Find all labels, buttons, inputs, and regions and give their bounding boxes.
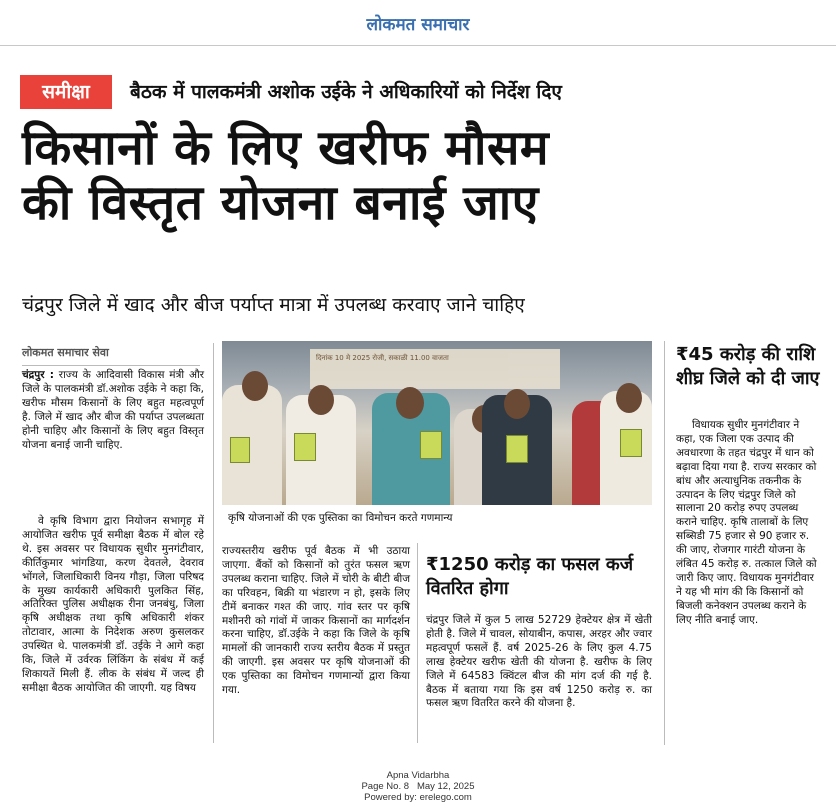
masthead bbox=[0, 0, 836, 46]
event-photo bbox=[222, 341, 652, 505]
kicker-badge: समीक्षा bbox=[20, 75, 112, 109]
column-divider bbox=[664, 341, 665, 745]
person-head bbox=[504, 389, 530, 419]
footer-page-no: Page No. 8 bbox=[361, 781, 410, 792]
headline-line-2: की विस्तृत योजना बनाई जाए bbox=[22, 175, 539, 231]
lead-paragraph bbox=[22, 369, 204, 452]
footer-date: May 12, 2025 bbox=[416, 781, 475, 792]
booklet-image bbox=[294, 433, 316, 461]
sidebar-body bbox=[676, 419, 822, 628]
footer-page-info bbox=[0, 781, 836, 792]
body-paragraph: वे कृषि विभाग द्वारा नियोजन सभागृह में आयोजित खरीफ पूर्व समीक्षा बैठक में बोल रहे थे. इस अवसर पर विधायक सुधीर मुनगंटीवार, कीर्तिकुमार भांगडिया, करण देवतले, देवराव भोंगले, जिलाधिकारी विनय गौड़ा, जिला परिषद के मुख्य कार्यकारी अधिकारी पुलकित सिंह, अतिरिक्त पुलिस अधीक्षक रीना जनबंधु, जिला कृषि अधीक्षक तथा कृषि अधिकारी शंकर तोटावार, आत्मा के निदेशक अरुण कुसलकर उपस्थित थे. पालकमंत्री डॉ. उईके ने आगे कहा कि, जिले में उर्वरक लिंकिंग के संबंध में कई शिकायतें मिली हैं. लीक के संबंध में जल्द ही समीक्षा बैठक आयोजित की जाएगी. यह विषय bbox=[22, 515, 204, 694]
dateline: चंद्रपुर : bbox=[22, 369, 54, 381]
section-heading: ₹1250 करोड़ का फसल कर्ज वितरित होगा bbox=[426, 554, 634, 599]
person-head bbox=[242, 371, 268, 401]
photo-banner: दिनांक 10 मे 2025 रोजी, सकाळी 11.00 वाजता bbox=[310, 349, 560, 389]
body-paragraph: चंद्रपुर जिले में कुल 5 लाख 52729 हेक्टेयर क्षेत्र में खेती होती है. जिले में चावल, सोयाबीन, कपास, अरहर और ज्वार महत्वपूर्ण फसलें हैं. वर्ष 2025-26 के लिए कुल 4.75 लाख हेक्टेयर खरीफ खेती की योजना है. खरीफ के लिए जिले में 64583 क्विंटल बीज की मांग दर्ज की गई है. बैठक में बताया गया कि इस वर्ष 1250 करोड़ रु. का फसल ऋण वितरित करने की योजना है. bbox=[426, 614, 652, 710]
column-divider bbox=[417, 543, 418, 743]
body-paragraph: विधायक सुधीर मुनगंटीवार ने कहा, एक जिला एक उत्पाद की अवधारणा के तहत चंद्रपुर में धान को बढ़ावा दिया गया है. राज्य सरकार को बांध और अत्याधुनिक तकनीक के उत्पादन के लिए चंद्रपुर जिले को सालाना 20 करोड़ रुपए उपलब्ध कराने चाहिए. कृषि तालाबों के लिए सब्सिडी 75 हजार से 90 हजार रु. की जाए, रोजगार गारंटी योजना के लंबित 45 करोड़ रु. तत्काल जिले को जारी किए जाए. विधायक मुनगंटीवार ने यह भी मांग की कि किसानों को बिजली कनेक्शन उपलब्ध कराने के लिए नीति बनाई जाए. bbox=[676, 419, 817, 626]
masthead-title: लोकमत समाचार bbox=[366, 15, 470, 35]
page-footer bbox=[0, 770, 836, 803]
headline-line-1: किसानों के लिए खरीफ मौसम bbox=[22, 120, 550, 176]
booklet-image bbox=[420, 431, 442, 459]
person-head bbox=[396, 387, 424, 419]
subheadline: चंद्रपुर जिले में खाद और बीज पर्याप्त मात्रा में उपलब्ध करवाए जाने चाहिए bbox=[22, 294, 525, 316]
byline: लोकमत समाचार सेवा bbox=[22, 345, 200, 366]
sidebar-heading: ₹45 करोड़ की राशि शीघ्र जिले को दी जाए bbox=[676, 344, 820, 389]
kicker-text: बैठक में पालकमंत्री अशोक उईके ने अधिकारियों को निर्देश दिए bbox=[130, 81, 562, 103]
person-head bbox=[616, 383, 642, 413]
photo-caption: कृषि योजनाओं की एक पुस्तिका का विमोचन करते गणमान्य bbox=[228, 512, 453, 524]
column-divider bbox=[213, 343, 214, 743]
booklet-image bbox=[620, 429, 642, 457]
lead-text: राज्य के आदिवासी विकास मंत्री और जिले के पालकमंत्री डॉ.अशोक उईके ने कहा कि, खरीफ मौसम किसानों के लिए बहुत महत्वपूर्ण है. जिले में खाद और बीज की पर्याप्त उपलब्धता होनी चाहिए और किसानों के लिए बहुत विस्तृत योजना बनाई जानी चाहिए. bbox=[22, 369, 204, 451]
article-column-2 bbox=[222, 545, 410, 698]
article-column-3 bbox=[426, 614, 652, 711]
person-head bbox=[308, 385, 334, 415]
newspaper-page bbox=[0, 47, 836, 765]
body-paragraph: राज्यस्तरीय खरीफ पूर्व बैठक में भी उठाया जाएगा. बैंकों को किसानों को तुरंत फसल ऋण उपलब्ध कराना चाहिए. जिले में चोरी के बीटी बीज का परिवहन, बिक्री या भंडारण न हो, इसके लिए टीमें बनाकर गश्त की जाए. गांव स्तर पर कृषि मशीनरी को गांवों में जाकर किसानों का मार्गदर्शन करना चाहिए, डॉ.उईके ने कहा कि जिले के कृषि मामलों की जानकारी राज्य स्तरीय बैठक में प्रस्तुत की जाएगी. इस अवसर पर कृषि योजनाओं की एक पुस्तिका का विमोचन गणमान्यों द्वारा किया गया. bbox=[222, 545, 410, 697]
booklet-image bbox=[230, 437, 250, 463]
footer-publication: Apna Vidarbha bbox=[386, 770, 450, 781]
article-column-1-cont bbox=[22, 515, 204, 696]
article-column-1 bbox=[22, 369, 204, 452]
headline bbox=[22, 121, 812, 231]
booklet-image bbox=[506, 435, 528, 463]
footer-powered-by: Powered by: erelego.com bbox=[364, 792, 472, 803]
